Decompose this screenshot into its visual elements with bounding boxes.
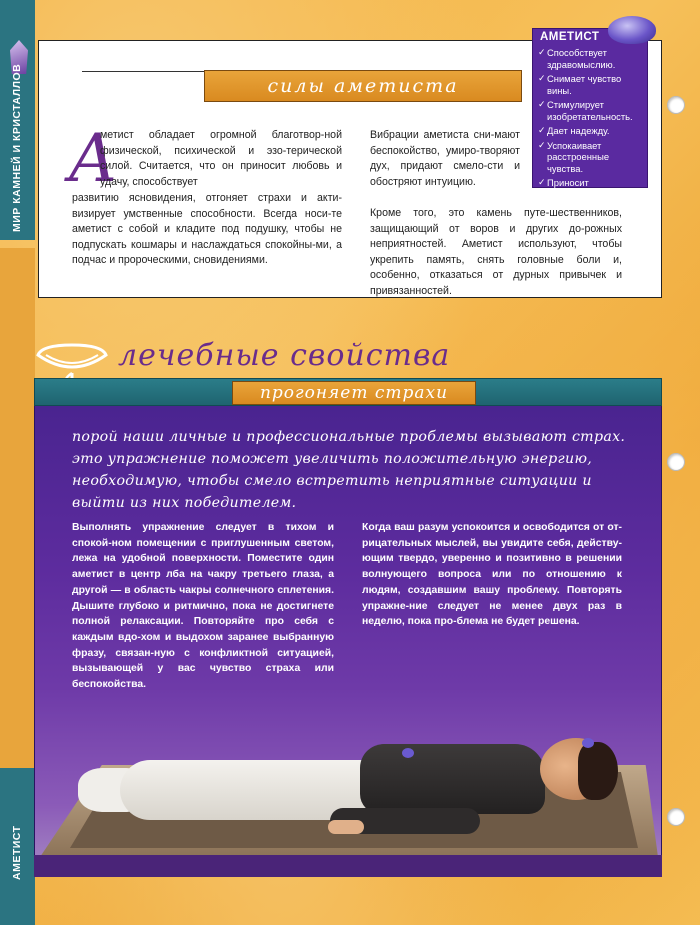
healing-text-col1: Выполнять упражнение следует в тихом и спокой-ном помещении с приглушенным светом, лежа на удобной поверхности. Поместите один аметист в центр лба на чакру третьего глаза, а другой — в область чакры солнечного сплетения. Дышите глубоко и ритмично, пока не достигнете полной релаксации. Повторяйте про себя с каждым вдо-хом и выдохом заранее выбранную фразу, связан-ную с конфликтной ситуацией, вызывающей у вас чувство страха или беспокойства. (72, 522, 334, 691)
list-item: ✓ Дает надежду. (538, 125, 646, 137)
powers-text-col2-intro: Вибрации аметиста сни-мают беспокойство, умиро-творяют дух, придают смело-сти и обостряют интуицию. (370, 129, 520, 188)
healing-lead: порой наши личные и профессиональные проблемы вызывают страх. это упражнение поможет увеличить положительную энергию, необходимую, чтобы смело встретить неприятные ситуации и выйти из них победителем. (72, 429, 626, 511)
side-strip-middle (0, 248, 35, 768)
binder-hole (667, 808, 685, 826)
list-item: ✓ Успокаивает расстроенные чувства. (538, 140, 646, 175)
powers-text-col1-intro: метист обладает огромной благотвор-ной физической, психической и эзо-терической силой. Считается, что он приносит любовь и удачу, способствует (100, 129, 342, 188)
list-item: ✓ Стимулирует изобретательность. (538, 99, 646, 122)
list-item: ✓ Снимает чувство вины. (538, 73, 646, 96)
powers-title: силы аметиста (267, 75, 459, 97)
section-label: АМЕТИСТ (11, 825, 23, 880)
person-torso-image (360, 744, 545, 814)
healing-subtitle-banner (232, 381, 476, 405)
binder-hole (667, 96, 685, 114)
list-item: ✓ Приносит благополучие. (538, 177, 646, 200)
amethyst-box-title: АМЕТИСТ (540, 31, 600, 43)
amethyst-stone-icon (608, 16, 656, 44)
healing-title: лечебные свойства (118, 338, 451, 373)
list-item: ✓ Способствует здравомыслию. (538, 47, 646, 70)
healing-text-col2: Когда ваш разум успокоится и освободится от от-рицательных мыслей, вы увидите себя, действу-ющим твердо, уверенно и позитивно в решении волнующего вопроса или по отношению к людям, создавшим вашу проблему. Повторять упражне-ние следует не менее двух раз в неделю, пока про-блема не будет решена. (362, 522, 622, 628)
person-hand-image (328, 820, 364, 834)
healing-subtitle: прогоняет страхи (259, 383, 449, 403)
binder-hole (667, 453, 685, 471)
series-label: МИР КАМНЕЙ И КРИСТАЛЛОВ (11, 63, 23, 232)
powers-text-col2: Кроме того, это камень путе-шественников, защищающий от воров и других до-рожных неприятностей. Аметист используют, чтобы укрепить память, снять головные боли и, особенно, отказаться от дурных привычек и привязанностей. (370, 207, 622, 297)
person-hair-image (578, 742, 618, 800)
drop-cap: А (68, 120, 118, 197)
amethyst-properties-list (538, 47, 646, 203)
amethyst-solar-plexus-icon (402, 748, 414, 758)
powers-title-banner (204, 70, 522, 102)
panel-bottom (34, 855, 662, 877)
amethyst-forehead-icon (582, 738, 594, 748)
powers-text-col1: развитию ясновидения, отгоняет страхи и акти-визирует умственные способности. Всегда носи-те аметист с собой и кладите под подушку, чтобы не подпускать кошмары и наслаждаться спокойны-ми, а подчас и пророческими, сновидениями. (72, 192, 342, 267)
title-rule (82, 71, 204, 72)
